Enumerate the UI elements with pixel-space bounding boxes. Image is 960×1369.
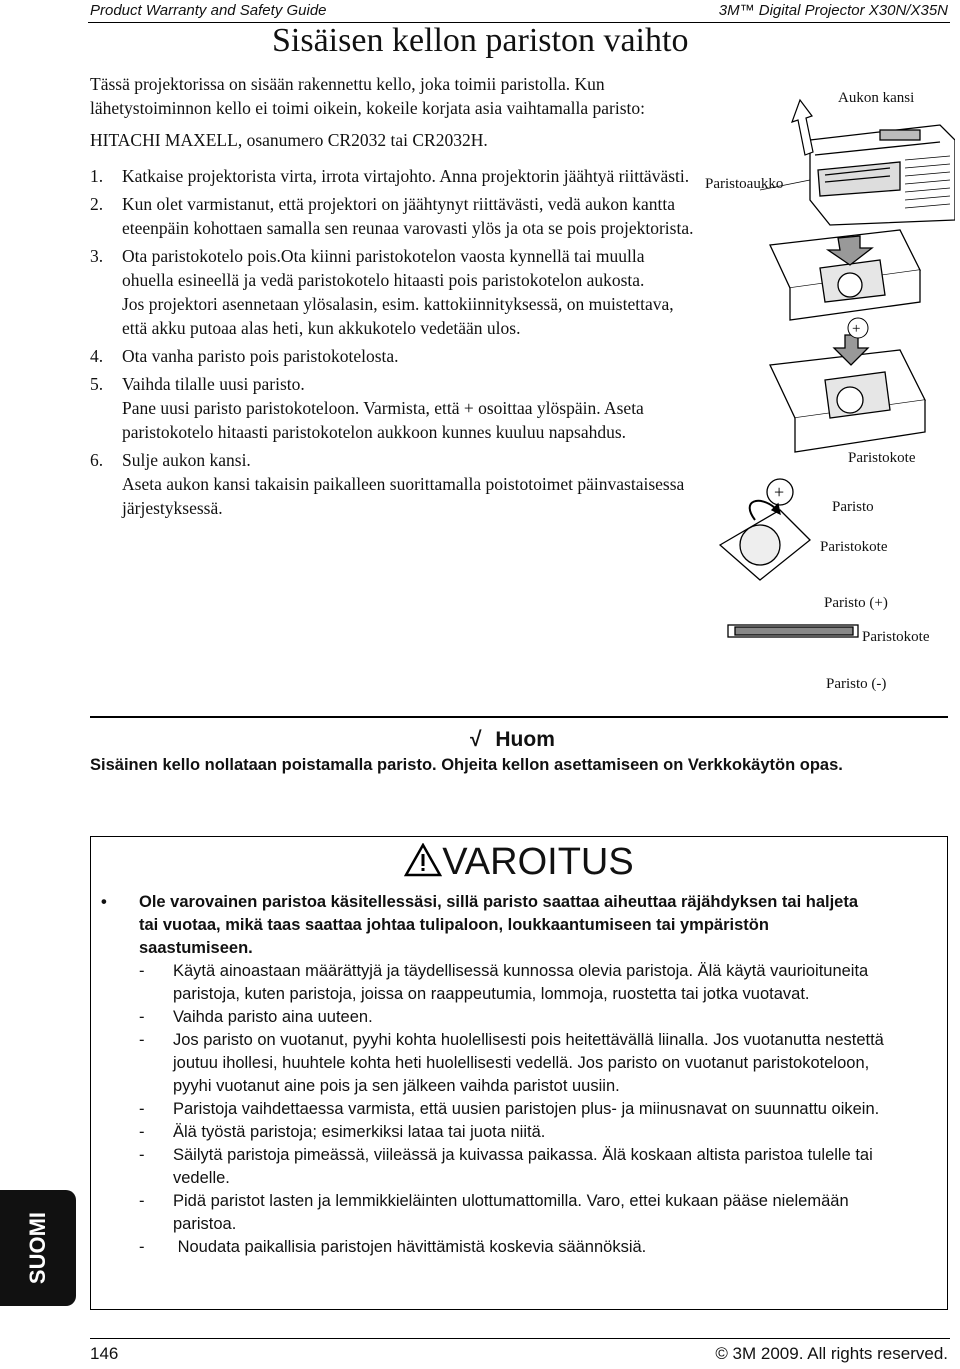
lift-arrow-icon [792,100,813,155]
battery-plus-sign: + [774,482,785,502]
label-paristoaukko: Paristoaukko [705,176,784,192]
battery-line: HITACHI MAXELL, osanumero CR2032 tai CR2032H. [90,130,488,150]
warning-item: - Jos paristo on vuotanut, pyyhi kohta huolellisesti pois heitettävällä liinalla. Jos vuotanutta nestettä joutuu ihollesi, huuhtele kohta heti huolellisesti vedellä. Jos paristo on vuotanut paristokoteloon, pyyhi vuotanut aine pois ja sen jälkeen vaihda paristot uusiin. [139,1031,884,1095]
step-5: 5. Vaihda tilalle uusi paristo. Pane uusi paristo paristokoteloon. Varmista, että + osoittaa ylöspäin. Aseta paristokotelo hitaasti paristokotelon aukkoon kunnes kuuluu napsahdus. [90,374,644,442]
label-aukon-kansi: Aukon kansi [838,90,915,106]
warning-lead: • Ole varovainen paristoa käsitellessäsi, sillä paristo saattaa aiheuttaa räjähdyksen tai haljeta tai vuotaa, mikä taas saattaa johtaa tulipaloon, loukkaantumiseen tai ympäristön saastumiseen. [101,891,891,960]
projector-drawing [810,125,955,225]
warning-item: - Vaihda paristo aina uuteen. [139,1008,373,1026]
side-tab-label: SUOMI [25,1211,50,1285]
part-number-2: CR2032H [412,130,484,150]
warning-heading [91,841,947,884]
label-paristo-plus: Paristo (+) [824,595,888,611]
battery-brand: HITACHI MAXELL [90,130,238,150]
note-title: Huom [495,728,555,751]
note-rule [90,716,948,718]
label-paristokote-3: Paristokote [862,629,930,645]
warning-content [101,891,891,1259]
battery-compartment-top [770,230,920,320]
bullet-icon: • [101,893,107,911]
step-1: 1. Katkaise projektorista virta, irrota virtajohto. Anna projektorin jäähtyä riittävästi. [90,166,690,186]
header-left: Product Warranty and Safety Guide [90,2,327,19]
warning-list [139,960,891,1259]
note-heading [470,728,555,752]
label-paristo: Paristo [832,499,874,515]
copyright: © 3M 2009. All rights reserved. [715,1344,948,1363]
warning-item: - Pidä paristot lasten ja lemmikkieläinten ulottumattomilla. Varo, ettei kukaan pääse nielemään paristoa. [139,1192,849,1233]
warning-item: - Säilytä paristoja pimeässä, viileässä ja kuivassa paikassa. Älä koskaan altista paristoa tulelle tai vedelle. [139,1146,873,1187]
language-side-tab [0,1190,76,1306]
warning-item: - Noudata paikallisia paristojen hävittämistä koskevia säännöksiä. [139,1238,647,1256]
battery-holder-drawing [720,479,810,580]
battery-side-view [728,625,858,637]
warning-triangle-icon [404,843,442,877]
warning-title: VAROITUS [442,841,634,883]
check-icon: √ [470,728,482,751]
warning-box [90,836,948,1310]
label-paristo-minus: Paristo (-) [826,676,887,692]
plus-marker-label: + [852,321,861,337]
label-paristokote-1: Paristokote [848,450,916,466]
step-2: 2. Kun olet varmistanut, että projektori on jäähtynyt riittävästi, vedä aukon kantta eteenpäin kohottaen samalla sen reunaa varovasti ylös ja ota se pois projektorista. [90,194,694,238]
main-text [90,72,740,520]
header-right: 3M™ Digital Projector X30N/X35N [718,2,948,19]
intro-paragraph: Tässä projektorissa on sisään rakennettu kello, joka toimii paristolla. Kun lähetystoiminnon kello ei toimi oikein, kokeile korjata asia vaihtamalla paristo: [90,74,646,118]
battery-compartment-bottom [770,335,925,452]
part-number-1: CR2032 [327,130,387,150]
label-paristokote-2: Paristokote [820,539,888,555]
warning-item: - Älä työstä paristoja; esimerkiksi lataa tai juota niitä. [139,1123,546,1141]
step-3: 3. Ota paristokotelo pois.Ota kiinni paristokotelon vaosta kynnellä tai muulla ohuella esineellä ja vedä paristokotelo hitaasti pois paristokotelon aukosta. Jos projektori asennetaan ylösalasin, esim. kattokiinnityksessä, on muistettava, että akku putoaa alas heti, kun akkukotelo vedetään ulos. [90,246,674,338]
page-title: Sisäisen kellon pariston vaihto [272,22,689,59]
step-4: 4. Ota vanha paristo pois paristokotelosta. [90,346,399,366]
step-6: 6. Sulje aukon kansi. Aseta aukon kansi takaisin paikalleen suorittamalla poistotoimet päinvastaisessa järjestyksessä. [90,450,685,518]
note-text: Sisäinen kello nollataan poistamalla paristo. Ohjeita kellon asettamiseen on Verkkokäytön opas. [90,756,843,774]
page-number: 146 [90,1344,119,1363]
warning-item: - Paristoja vaihdettaessa varmista, että uusien paristojen plus- ja miinusnavat on suunnattu oikein. [139,1100,880,1118]
footer-rule [90,1338,950,1339]
warning-item: - Käytä ainoastaan määrättyjä ja täydellisessä kunnossa olevia paristoja. Älä käytä vaurioituneita paristoja, kuten paristoja, joissa on raappeutumia, lommoja, ruostetta tai jotka vuotavat. [139,962,869,1003]
